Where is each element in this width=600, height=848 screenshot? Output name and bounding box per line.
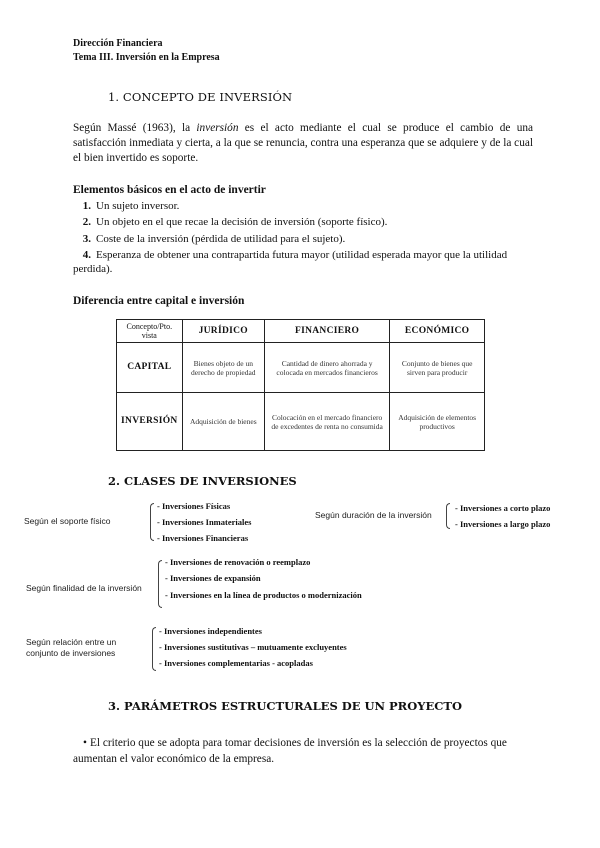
- table-cell: Conjunto de bienes que sirven para producir: [390, 343, 485, 393]
- classification-label: Según finalidad de la inversión: [26, 583, 142, 593]
- criterion-paragraph: [73, 735, 533, 767]
- table-header: ECONÓMICO: [390, 320, 485, 343]
- table-header: Concepto/Pto. vista: [117, 320, 183, 343]
- section3-title: 3. PARÁMETROS ESTRUCTURALES DE UN PROYECTO: [108, 699, 462, 713]
- classification-option: - Inversiones en la línea de productos o modernización: [165, 590, 362, 600]
- list-item: [73, 215, 387, 229]
- bullet-icon: •: [83, 737, 87, 749]
- table-cell: Cantidad de dinero ahorrada y colocada en mercados financieros: [264, 343, 389, 393]
- classification-label-line1: Según relación entre un: [26, 637, 117, 647]
- definition-prefix: Según Massé (1963), la: [73, 122, 197, 134]
- list-number: 3.: [82, 233, 91, 245]
- classification-option: - Inversiones a corto plazo: [455, 503, 551, 513]
- section1-title: 1. CONCEPTO DE INVERSIÓN: [108, 90, 293, 104]
- list-text: Un sujeto inversor.: [96, 200, 180, 212]
- difference-title: Diferencia entre capital e inversión: [73, 295, 245, 307]
- list-text: Esperanza de obtener una contrapartida futura mayor (utilidad esperada mayor que la utilidad perdida).: [73, 249, 508, 275]
- classification-option: - Inversiones sustitutivas – mutuamente excluyentes: [159, 642, 347, 652]
- classification-option: - Inversiones complementarias - acopladas: [159, 658, 313, 668]
- classification-option: - Inversiones de renovación o reemplazo: [165, 557, 311, 567]
- list-item: [73, 199, 179, 213]
- table-row: [117, 393, 485, 451]
- classification-label-line2: conjunto de inversiones: [26, 648, 116, 658]
- table-header-row: [117, 320, 485, 343]
- list-number: 4.: [82, 249, 91, 261]
- header-topic: Tema III. Inversión en la Empresa: [73, 52, 220, 63]
- row-label: INVERSIÓN: [117, 393, 183, 451]
- classification-option: - Inversiones Financieras: [157, 533, 249, 543]
- brace: [150, 503, 154, 541]
- classification-option: - Inversiones Físicas: [157, 501, 231, 511]
- table-header: JURÍDICO: [182, 320, 264, 343]
- row-label: CAPITAL: [117, 343, 183, 393]
- header-subject: Dirección Financiera: [73, 38, 163, 49]
- classification-label: Según el soporte físico: [24, 516, 111, 526]
- classification-option: - Inversiones independientes: [159, 626, 262, 636]
- classification-label: Según duración de la inversión: [315, 510, 432, 520]
- classification-option: - Inversiones Inmateriales: [157, 517, 252, 527]
- brace: [152, 627, 156, 671]
- section2-title: 2. CLASES DE INVERSIONES: [108, 474, 297, 488]
- list-text: Un objeto en el que recae la decisión de inversión (soporte físico).: [96, 216, 388, 228]
- table-cell: Adquisición de bienes: [182, 393, 264, 451]
- elements-title: Elementos básicos en el acto de invertir: [73, 184, 266, 196]
- definition-paragraph: [73, 121, 533, 166]
- criterion-text: El criterio que se adopta para tomar decisiones de inversión es la selección de proyectos que aumentan el valor económico de la empresa.: [73, 737, 507, 765]
- list-text: Coste de la inversión (pérdida de utilidad para el sujeto).: [96, 233, 346, 245]
- table-cell: Colocación en el mercado financiero de excedentes de renta no consumida: [264, 393, 389, 451]
- table-cell: Adquisición de elementos productivos: [390, 393, 485, 451]
- table-header: FINANCIERO: [264, 320, 389, 343]
- list-item: [73, 232, 345, 246]
- list-item: [73, 248, 535, 276]
- classification-option: - Inversiones de expansión: [165, 573, 261, 583]
- classification-option: - Inversiones a largo plazo: [455, 519, 551, 529]
- brace: [158, 560, 162, 608]
- list-number: 1.: [82, 200, 91, 212]
- list-number: 2.: [82, 216, 91, 228]
- table-row: [117, 343, 485, 393]
- table-cell: Bienes objeto de un derecho de propiedad: [182, 343, 264, 393]
- definition-term: inversión: [196, 122, 239, 134]
- brace: [446, 503, 450, 529]
- capital-investment-table: [116, 319, 485, 451]
- definition-body: es el acto mediante el cual se produce el cambio de una satisfacción inmediata y cierta, a la que se renuncia, contra una esperanza que se adquiere y de la cual el bien invertido es soporte.: [73, 122, 534, 164]
